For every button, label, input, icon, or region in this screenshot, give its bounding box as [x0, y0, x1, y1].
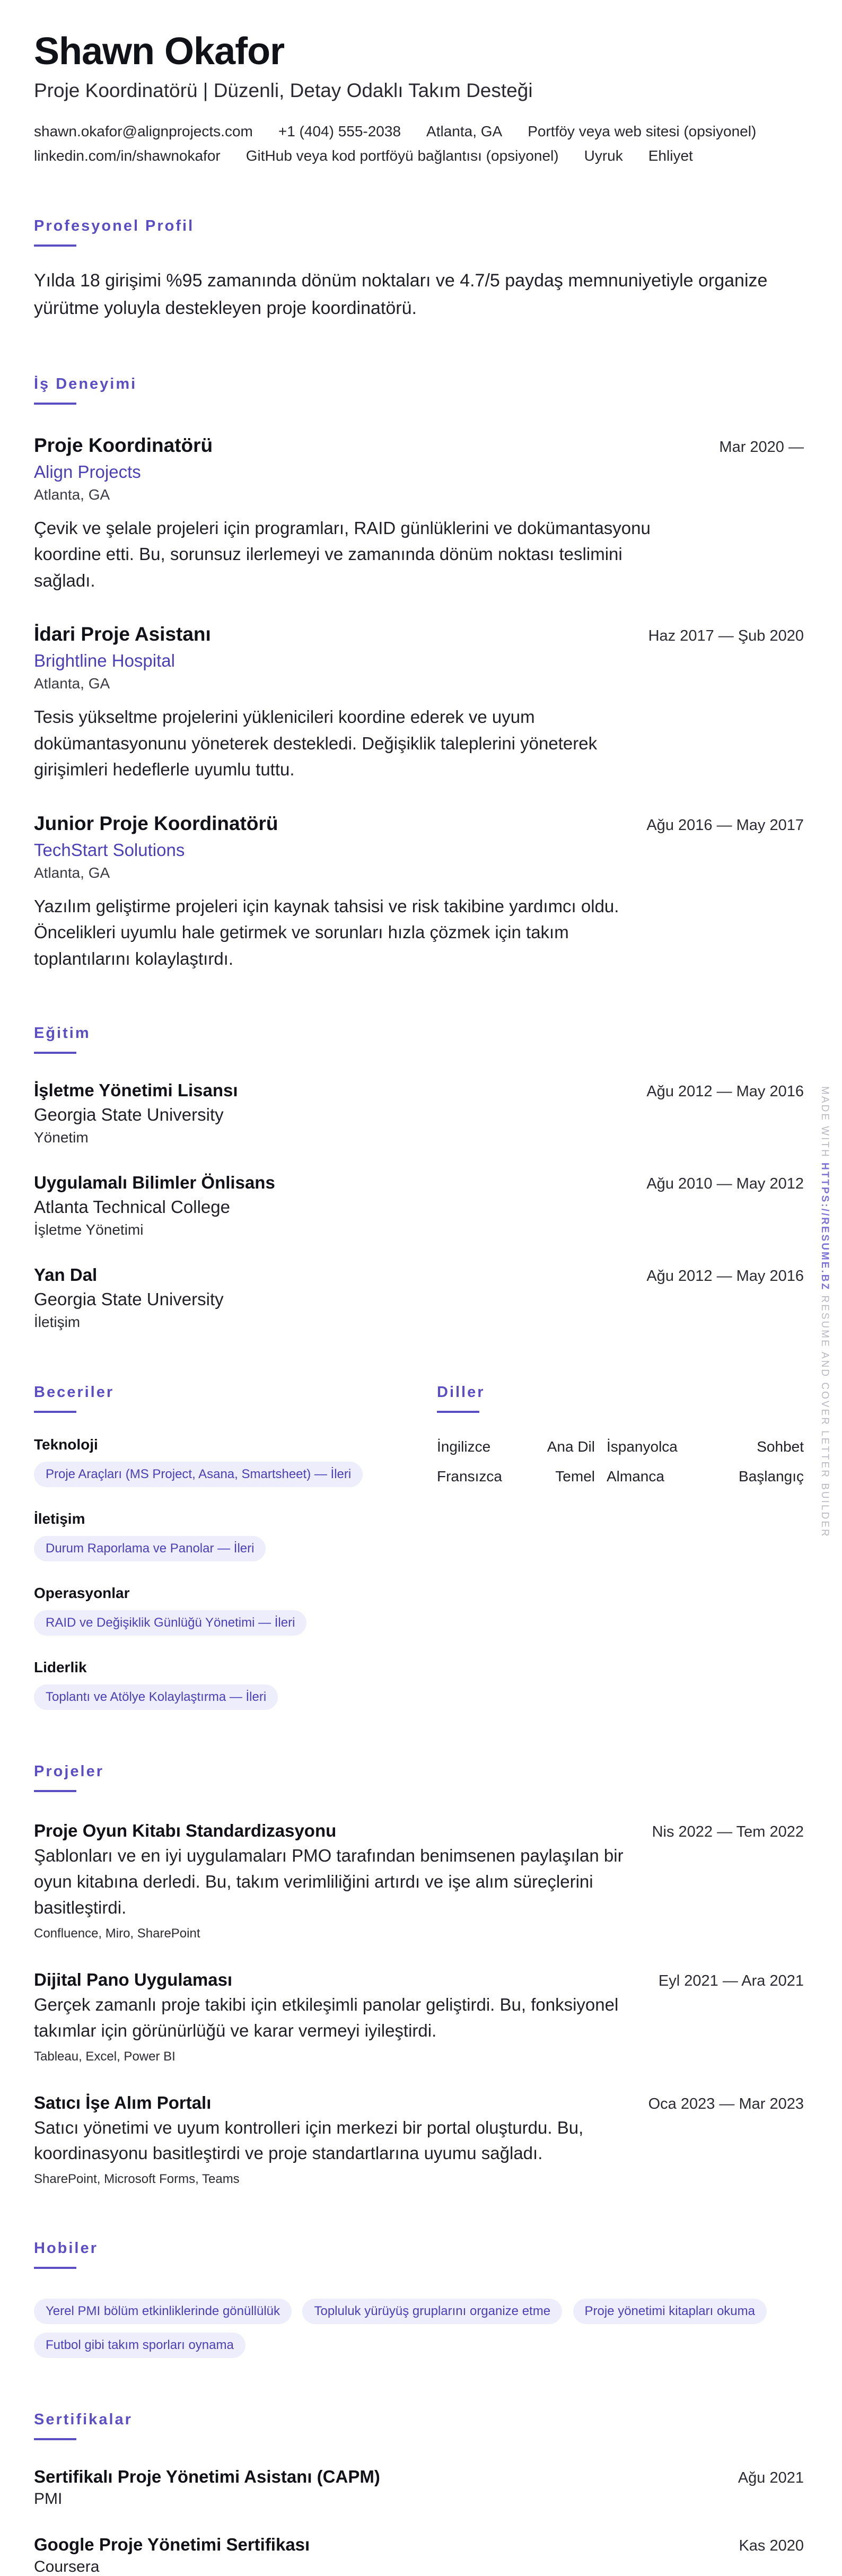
school-name: Georgia State University: [34, 1105, 224, 1125]
job-description: Tesis yükseltme projelerini yüklenicileri koordine ederek ve uyum dokümantasyonunu yöneterek destekledi. Değişiklik taleplerini yöneterek girişimleri hedeflerle uyumlu tuttu.: [34, 707, 598, 780]
school-name: Atlanta Technical College: [34, 1197, 230, 1217]
education-entry: [34, 1173, 804, 1238]
watermark-prefix: MADE WITH: [819, 1086, 830, 1158]
field-of-study: İşletme Yönetimi: [34, 1221, 144, 1238]
education-dates: Ağu 2010 — May 2012: [646, 1175, 804, 1193]
company-name: Brightline Hospital: [34, 651, 175, 671]
skills-languages-row: [34, 1384, 804, 1710]
certification-issuer: PMI: [34, 2490, 63, 2508]
contact-location: Atlanta, GA: [426, 123, 503, 139]
project-entry: [34, 1821, 804, 1941]
language-level: Başlangıç: [739, 1468, 804, 1485]
section-title-skills: Beceriler: [34, 1384, 115, 1401]
job-title: Proje Koordinatörü: [34, 434, 213, 456]
job-title: Junior Proje Koordinatörü: [34, 812, 278, 834]
skill-pill: Proje Araçları (MS Project, Asana, Smartsheet) — İleri: [34, 1462, 363, 1487]
hobby-pill: Futbol gibi takım sporları oynama: [34, 2333, 245, 2358]
section-divider: [34, 1790, 76, 1792]
skill-category: Liderlik: [34, 1659, 87, 1676]
section-title-projects: Projeler: [34, 1763, 104, 1780]
section-divider: [34, 2438, 76, 2440]
section-divider: [34, 403, 76, 405]
project-tools: SharePoint, Microsoft Forms, Teams: [34, 2172, 240, 2187]
hobbies-section: [34, 2240, 804, 2358]
project-entry: [34, 2093, 804, 2187]
language-level: Ana Dil: [547, 1438, 595, 1455]
degree-title: Uygulamalı Bilimler Önlisans: [34, 1173, 275, 1193]
language-name: Almanca: [607, 1468, 664, 1485]
project-description: Satıcı yönetimi ve uyum kontrolleri için merkezi bir portal oluşturdu. Bu, koordinasyonu basitleştirdi ve proje standartlarına uyumu sağladı.: [34, 2117, 584, 2163]
contact-license: Ehliyet: [648, 147, 693, 164]
contact-phone[interactable]: +1 (404) 555-2038: [278, 123, 401, 139]
language-level: Temel: [555, 1468, 595, 1485]
skills-section: [34, 1384, 437, 1710]
education-section: [34, 1025, 804, 1331]
hobby-pill: Topluluk yürüyüş gruplarını organize etme: [302, 2299, 562, 2324]
section-title-certifications: Sertifikalar: [34, 2411, 133, 2429]
section-divider: [34, 1052, 76, 1054]
contact-info: [34, 123, 804, 164]
certification-date: Kas 2020: [739, 2537, 804, 2555]
language-level: Sohbet: [757, 1438, 804, 1455]
job-location: Atlanta, GA: [34, 864, 110, 881]
projects-section: [34, 1763, 804, 2187]
candidate-headline: Proje Koordinatörü | Düzenli, Detay Odaklı Takım Desteği: [34, 79, 533, 101]
education-entry: [34, 1265, 804, 1331]
contact-nationality: Uyruk: [584, 147, 623, 164]
job-dates: Ağu 2016 — May 2017: [646, 816, 804, 834]
hobby-pill: Proje yönetimi kitapları okuma: [573, 2299, 767, 2324]
contact-github[interactable]: GitHub veya kod portföyü bağlantısı (opsiyonel): [245, 147, 559, 164]
degree-title: İşletme Yönetimi Lisansı: [34, 1080, 238, 1101]
experience-entry: [34, 813, 804, 972]
school-name: Georgia State University: [34, 1289, 224, 1309]
contact-linkedin[interactable]: linkedin.com/in/shawnokafor: [34, 147, 221, 164]
degree-title: Yan Dal: [34, 1265, 98, 1285]
watermark-suffix: RESUME AND COVER LETTER BUILDER: [819, 1295, 830, 1538]
project-entry: [34, 1970, 804, 2064]
project-name: Proje Oyun Kitabı Standardizasyonu: [34, 1821, 337, 1841]
hobby-list: [34, 2290, 804, 2358]
certification-date: Ağu 2021: [738, 2469, 804, 2487]
contact-email[interactable]: shawn.okafor@alignprojects.com: [34, 123, 253, 139]
skill-category: Teknoloji: [34, 1436, 98, 1453]
skill-group: [34, 1659, 437, 1710]
project-tools: Confluence, Miro, SharePoint: [34, 1926, 200, 1941]
section-title-languages: Diller: [437, 1384, 485, 1401]
project-name: Dijital Pano Uygulaması: [34, 1969, 233, 1989]
section-title-profile: Profesyonel Profil: [34, 217, 195, 234]
skill-group: [34, 1585, 437, 1636]
project-dates: Oca 2023 — Mar 2023: [648, 2095, 804, 2112]
certification-name: Google Proje Yönetimi Sertifikası: [34, 2535, 310, 2555]
contact-website[interactable]: Portföy veya web sitesi (opsiyonel): [528, 123, 757, 139]
job-dates: Haz 2017 — Şub 2020: [648, 627, 804, 645]
project-name: Satıcı İşe Alım Portalı: [34, 2092, 212, 2112]
project-description: Gerçek zamanlı proje takibi için etkileşimli panolar geliştirdi. Bu, fonksiyonel takımlar için görünürlüğü ve karar vermeyi iyileştirdi.: [34, 1994, 619, 2040]
education-dates: Ağu 2012 — May 2016: [646, 1268, 804, 1285]
watermark-link[interactable]: HTTPS://RESUME.BZ: [819, 1163, 830, 1291]
certification-issuer: Coursera: [34, 2558, 100, 2576]
job-title: İdari Proje Asistanı: [34, 623, 211, 645]
field-of-study: İletişim: [34, 1314, 81, 1331]
section-title-experience: İş Deneyimi: [34, 375, 137, 392]
section-divider: [34, 244, 76, 247]
section-title-education: Eğitim: [34, 1025, 91, 1042]
section-divider: [34, 2267, 76, 2269]
certification-name: Sertifikalı Proje Yönetimi Asistanı (CAPM): [34, 2467, 380, 2487]
job-description: Yazılım geliştirme projeleri için kaynak tahsisi ve risk takibine yardımcı oldu. Öncelikleri uyumlu hale getirmek ve sorunları hızla çözmek için takım toplantılarını kolaylaştırdı.: [34, 896, 619, 968]
skill-pill: Toplantı ve Atölye Kolaylaştırma — İleri: [34, 1684, 278, 1710]
skill-group: [34, 1510, 437, 1561]
job-description: Çevik ve şelale projeleri için programları, RAID günlüklerini ve dokümantasyonu koordine etti. Bu, sorunsuz ilerlemeyi ve zamanında dönüm noktası teslimini sağladı.: [34, 518, 651, 590]
project-description: Şablonları ve en iyi uygulamaları PMO tarafından benimsenen paylaşılan bir oyun kitabına derledi. Bu, takım verimliliğini artırdı ve işe alım süreçlerini basitleştirdi.: [34, 1846, 624, 1918]
job-location: Atlanta, GA: [34, 675, 110, 692]
experience-entry: [34, 623, 804, 783]
job-dates: Mar 2020 —: [719, 438, 804, 456]
skill-pill: RAID ve Değişiklik Günlüğü Yönetimi — İleri: [34, 1610, 306, 1636]
resume-page: [34, 32, 804, 2576]
job-location: Atlanta, GA: [34, 486, 110, 503]
languages-section: [437, 1384, 804, 1710]
profile-section: [34, 217, 804, 322]
language-name: İngilizce: [437, 1438, 491, 1455]
project-dates: Eyl 2021 — Ara 2021: [658, 1972, 804, 1989]
education-dates: Ağu 2012 — May 2016: [646, 1083, 804, 1101]
skill-category: Operasyonlar: [34, 1585, 130, 1602]
experience-section: [34, 376, 804, 972]
project-dates: Nis 2022 — Tem 2022: [652, 1823, 804, 1841]
skill-pill: Durum Raporlama ve Panolar — İleri: [34, 1536, 266, 1561]
section-title-hobbies: Hobiler: [34, 2240, 98, 2257]
skill-category: İletişim: [34, 1510, 85, 1527]
section-divider: [437, 1411, 479, 1413]
skill-group: [34, 1436, 437, 1487]
project-tools: Tableau, Excel, Power BI: [34, 2049, 176, 2064]
field-of-study: Yönetim: [34, 1129, 89, 1146]
experience-entry: [34, 434, 804, 594]
builder-watermark: [814, 1086, 830, 1538]
language-list: [437, 1438, 804, 1485]
hobby-pill: Yerel PMI bölüm etkinliklerinde gönüllülük: [34, 2299, 292, 2324]
company-name: Align Projects: [34, 461, 141, 482]
company-name: TechStart Solutions: [34, 840, 185, 860]
section-divider: [34, 1411, 76, 1413]
certifications-section: [34, 2411, 804, 2576]
language-name: İspanyolca: [607, 1438, 678, 1455]
certification-entry: [34, 2467, 804, 2508]
candidate-name: Shawn Okafor: [34, 30, 285, 73]
certification-entry: [34, 2535, 804, 2576]
education-entry: [34, 1080, 804, 1146]
language-name: Fransızca: [437, 1468, 502, 1485]
profile-summary: Yılda 18 girişimi %95 zamanında dönüm noktaları ve 4.7/5 paydaş memnuniyetiyle organize yürütme yoluyla destekleyen proje koordinatörü.: [34, 270, 768, 319]
